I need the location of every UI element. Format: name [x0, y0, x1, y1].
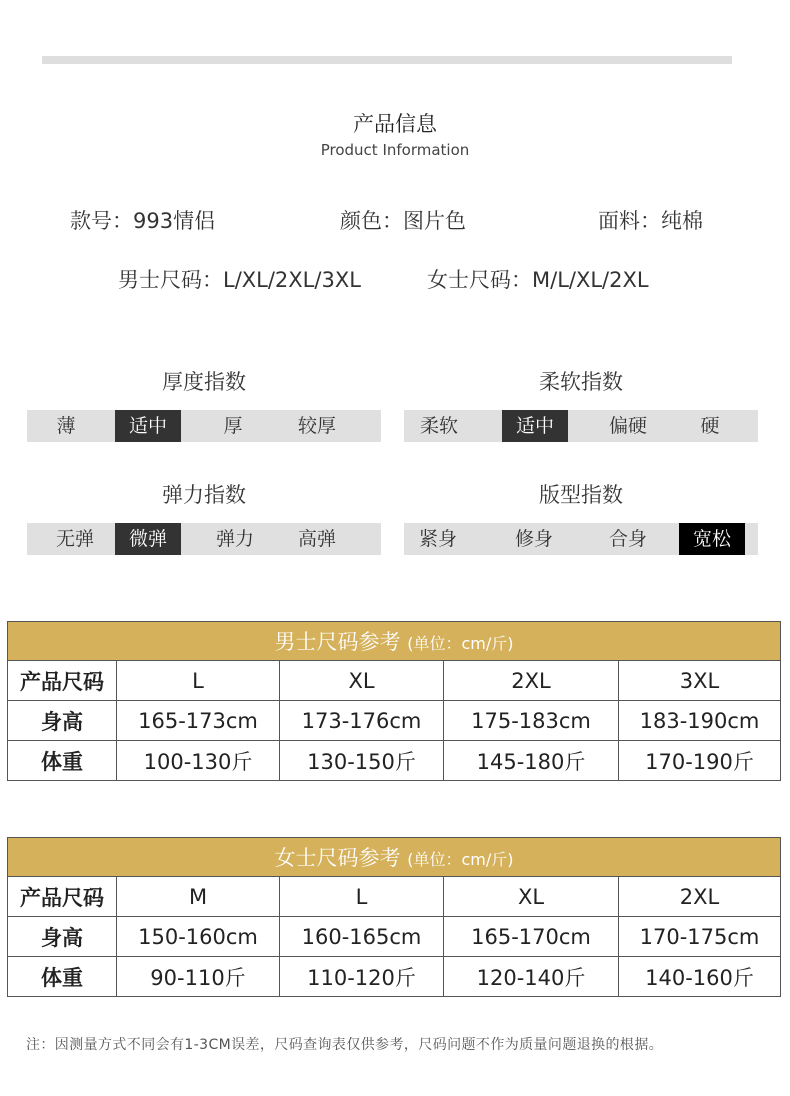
- table-cell: XL: [280, 661, 444, 701]
- table-cell: 140-160斤: [619, 957, 781, 997]
- row-label: 身高: [8, 701, 117, 741]
- softness-option: 偏硬: [608, 415, 647, 437]
- men-size-table: [7, 621, 781, 781]
- softness-index-scale: [404, 410, 758, 442]
- table-cell: 170-175cm: [619, 917, 781, 957]
- thickness-option: 厚: [223, 415, 243, 437]
- table-cell: 110-120斤: [280, 957, 444, 997]
- table-cell: 183-190cm: [619, 701, 781, 741]
- thickness-option: 薄: [56, 415, 76, 437]
- table-cell: 150-160cm: [117, 917, 280, 957]
- info-women-sizes: 女士尺码：M/L/XL/2XL: [427, 268, 649, 292]
- info-fabric: 面料：纯棉: [598, 209, 703, 233]
- info-style-no: 款号：993情侣: [70, 209, 216, 233]
- row-label: 体重: [8, 741, 117, 781]
- fit-option: 紧身: [418, 528, 457, 550]
- table-header-row: [8, 622, 781, 661]
- table-cell: 2XL: [444, 661, 619, 701]
- table-row: [8, 877, 781, 917]
- elasticity-option: 弹力: [215, 528, 254, 550]
- table-cell: L: [117, 661, 280, 701]
- table-row: [8, 661, 781, 701]
- softness-option: 硬: [700, 415, 720, 437]
- thickness-index-title: 厚度指数: [162, 370, 246, 394]
- table-row: [8, 741, 781, 781]
- info-color: 颜色：图片色: [340, 209, 466, 233]
- row-label: 产品尺码: [8, 877, 117, 917]
- table-cell: L: [280, 877, 444, 917]
- table-cell: XL: [444, 877, 619, 917]
- thickness-option: 较厚: [297, 415, 336, 437]
- softness-index-title: 柔软指数: [539, 370, 623, 394]
- elasticity-index-scale: [27, 523, 381, 555]
- table-cell: 3XL: [619, 661, 781, 701]
- row-label: 身高: [8, 917, 117, 957]
- fit-index-scale: [404, 523, 758, 555]
- table-cell: M: [117, 877, 280, 917]
- info-men-sizes: 男士尺码：L/XL/2XL/3XL: [118, 268, 361, 292]
- elasticity-option-selected: 微弹: [115, 523, 181, 555]
- table-row: [8, 957, 781, 997]
- elasticity-index-title: 弹力指数: [162, 483, 246, 507]
- table-cell: 90-110斤: [117, 957, 280, 997]
- thickness-index-scale: [27, 410, 381, 442]
- women-size-table: [7, 837, 781, 997]
- elasticity-option: 无弹: [55, 528, 94, 550]
- table-header-row: [8, 838, 781, 877]
- fit-index-title: 版型指数: [539, 483, 623, 507]
- table-cell: 175-183cm: [444, 701, 619, 741]
- table-cell: 2XL: [619, 877, 781, 917]
- page-title: 产品信息: [353, 112, 437, 136]
- fit-option: 合身: [608, 528, 647, 550]
- thickness-option-selected: 适中: [115, 410, 181, 442]
- table-cell: 130-150斤: [280, 741, 444, 781]
- table-cell: 170-190斤: [619, 741, 781, 781]
- table-cell: 165-170cm: [444, 917, 619, 957]
- softness-option-selected: 适中: [502, 410, 568, 442]
- table-cell: 165-173cm: [117, 701, 280, 741]
- table-cell: 145-180斤: [444, 741, 619, 781]
- page-subtitle: Product Information: [320, 141, 470, 159]
- table-cell: 160-165cm: [280, 917, 444, 957]
- table-cell: 120-140斤: [444, 957, 619, 997]
- table-row: [8, 917, 781, 957]
- women-table-title: 女士尺码参考 (单位：cm/斤): [8, 838, 781, 877]
- men-table-title: 男士尺码参考 (单位：cm/斤): [8, 622, 781, 661]
- row-label: 体重: [8, 957, 117, 997]
- elasticity-option: 高弹: [297, 528, 336, 550]
- fit-option-selected: 宽松: [679, 523, 745, 555]
- fit-option: 修身: [514, 528, 553, 550]
- footnote: 注：因测量方式不同会有1-3CM误差，尺码查询表仅供参考，尺码问题不作为质量问题退换的根据。: [26, 1037, 664, 1053]
- table-cell: 173-176cm: [280, 701, 444, 741]
- table-row: [8, 701, 781, 741]
- row-label: 产品尺码: [8, 661, 117, 701]
- softness-option: 柔软: [419, 415, 458, 437]
- table-cell: 100-130斤: [117, 741, 280, 781]
- dotted-divider: [42, 56, 732, 64]
